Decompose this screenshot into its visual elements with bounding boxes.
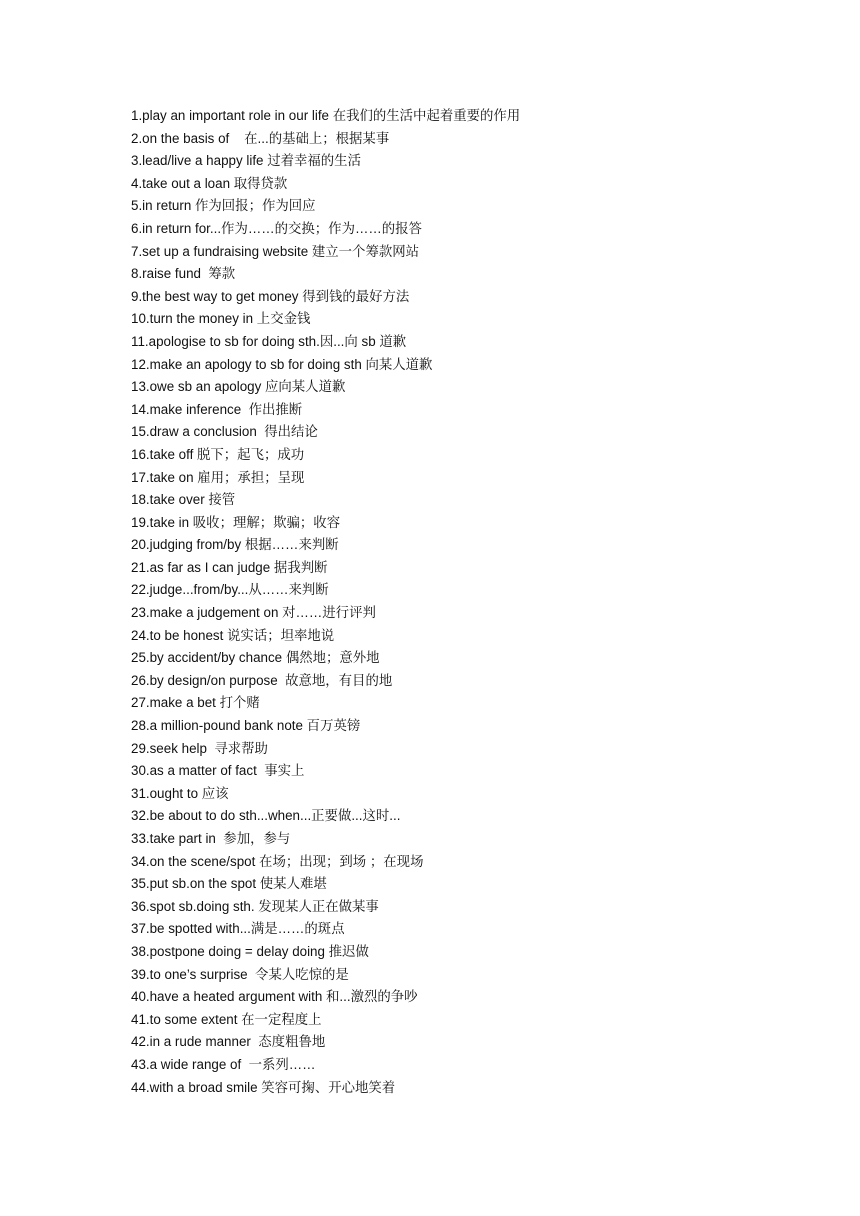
phrase-line-9: 9.the best way to get money 得到钱的最好方法 — [131, 288, 410, 304]
phrase-line-17: 17.take on 雇用；承担；呈现 — [131, 469, 305, 485]
phrase-line-38: 38.postpone doing = delay doing 推迟做 — [131, 943, 369, 959]
phrase-line-8: 8.raise fund 筹款 — [131, 266, 236, 282]
phrase-line-39: 39.to one’s surprise 令某人吃惊的是 — [131, 966, 349, 982]
phrase-line-30: 30.as a matter of fact 事实上 — [131, 763, 305, 779]
phrase-line-2: 2.on the basis of 在...的基础上；根据某事 — [131, 130, 390, 146]
phrase-line-25: 25.by accident/by chance 偶然地；意外地 — [131, 650, 380, 666]
phrase-line-3: 3.lead/live a happy life 过着幸福的生活 — [131, 153, 361, 169]
phrase-line-22: 22.judge...from/by...从……来判断 — [131, 582, 329, 598]
phrase-line-14: 14.make inference 作出推断 — [131, 401, 303, 417]
phrase-line-12: 12.make an apology to sb for doing sth 向某人道歉 — [131, 356, 433, 372]
phrase-line-44: 44.with a broad smile 笑容可掬、开心地笑着 — [131, 1079, 396, 1095]
phrase-line-5: 5.in return 作为回报；作为回应 — [131, 198, 316, 214]
phrase-line-18: 18.take over 接管 — [131, 492, 236, 508]
phrase-line-28: 28.a million-pound bank note 百万英镑 — [131, 718, 361, 734]
phrase-line-26: 26.by design/on purpose 故意地，有目的地 — [131, 672, 393, 688]
phrase-line-36: 36.spot sb.doing sth. 发现某人正在做某事 — [131, 898, 379, 914]
phrase-line-33: 33.take part in 参加，参与 — [131, 831, 291, 846]
phrase-line-23: 23.make a judgement on 对……进行评判 — [131, 605, 376, 621]
phrase-line-41: 41.to some extent 在一定程度上 — [131, 1011, 322, 1027]
phrase-line-24: 24.to be honest 说实话；坦率地说 — [131, 627, 335, 643]
phrase-line-13: 13.owe sb an apology 应向某人道歉 — [131, 379, 346, 395]
phrase-line-35: 35.put sb.on the spot 使某人难堪 — [131, 876, 327, 892]
phrase-line-27: 27.make a bet 打个赌 — [131, 695, 260, 711]
phrase-line-19: 19.take in 吸收；理解；欺骗；收容 — [131, 514, 341, 530]
phrase-line-31: 31.ought to 应该 — [131, 785, 229, 801]
phrase-line-42: 42.in a rude manner 态度粗鲁地 — [131, 1034, 326, 1050]
phrase-line-1: 1.play an important role in our life 在我们的生活中起着重要的作用 — [131, 108, 521, 123]
phrase-line-21: 21.as far as I can judge 据我判断 — [131, 559, 328, 575]
phrase-line-7: 7.set up a fundraising website 建立一个筹款网站 — [131, 243, 420, 259]
phrase-line-16: 16.take off 脱下；起飞；成功 — [131, 446, 305, 462]
phrase-line-10: 10.turn the money in 上交金钱 — [131, 311, 311, 327]
phrase-line-11: 11.apologise to sb for doing sth.因...向 sb 道歉 — [131, 333, 407, 349]
phrase-line-20: 20.judging from/by 根据……来判断 — [131, 537, 339, 553]
phrase-line-29: 29.seek help 寻求帮助 — [131, 740, 268, 756]
phrase-line-37: 37.be spotted with...满是……的斑点 — [131, 921, 345, 937]
phrase-line-40: 40.have a heated argument with 和...激烈的争吵 — [131, 989, 418, 1005]
phrase-line-4: 4.take out a loan 取得贷款 — [131, 175, 288, 191]
phrase-list — [131, 105, 520, 1099]
phrase-line-34: 34.on the scene/spot 在场；出现；到场 ；在现场 — [131, 853, 424, 869]
phrase-line-6: 6.in return for...作为……的交换；作为……的报答 — [131, 220, 422, 236]
phrase-line-43: 43.a wide range of 一系列…… — [131, 1056, 316, 1072]
phrase-line-32: 32.be about to do sth...when...正要做...这时... — [131, 808, 401, 824]
phrase-line-15: 15.draw a conclusion 得出结论 — [131, 424, 318, 440]
